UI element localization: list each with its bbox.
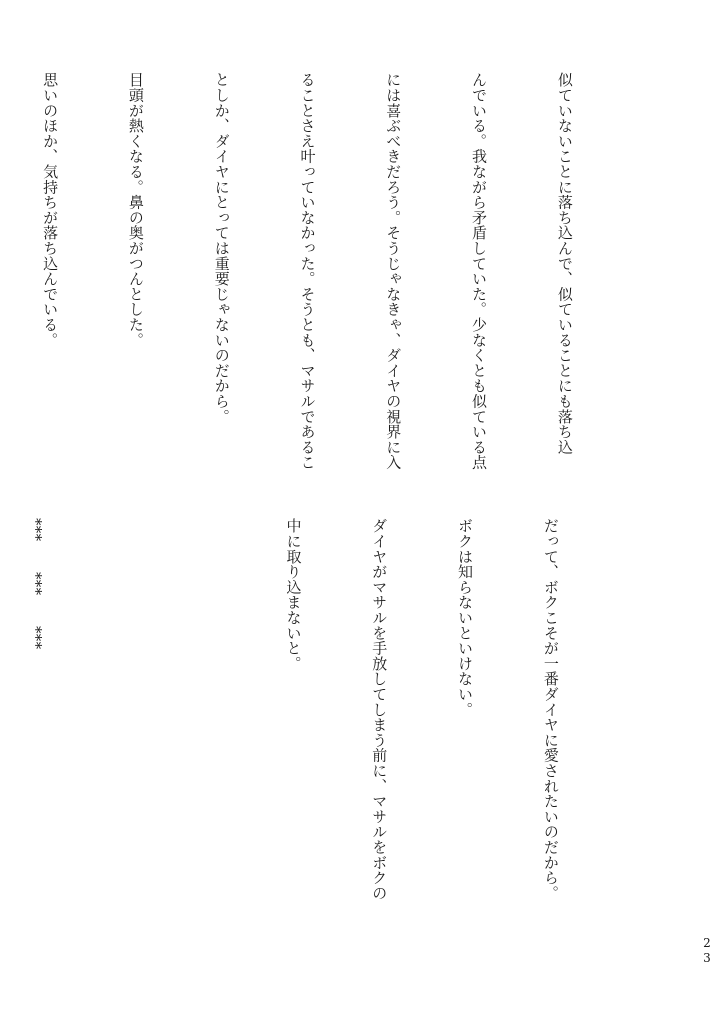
text-line: ボクは知らないといけない。: [456, 518, 475, 717]
top-text-block: [41, 72, 636, 490]
text-line: 中に取り込まないと。: [284, 518, 303, 671]
text-line: 目頭が熱くなる。鼻の奥がつんとした。: [126, 72, 145, 348]
text-line: [193, 518, 222, 938]
text-line: としか、ダイヤにとっては重要じゃないのだから。: [212, 72, 231, 424]
text-line: 似ていないことに落ち込んで、似ていることにも落ち込: [555, 72, 574, 455]
scene-break: *** *** ***: [27, 518, 46, 650]
page-number: 23: [700, 936, 714, 966]
bottom-text-block: [27, 518, 622, 938]
text-line: [107, 518, 136, 938]
text-line: だって、ボクこそが一番ダイヤに愛されたいのだから。: [541, 518, 560, 901]
text-line: んでいる。我ながら矛盾していた。少なくとも似ている点: [470, 72, 489, 470]
text-line: ることさえ叶っていなかった。そうとも、マサルであるこ: [298, 72, 317, 470]
text-line: には喜ぶべきだろう。そうじゃなきゃ、ダイヤの視界に入: [384, 72, 403, 470]
text-line: 思いのほか、気持ちが落ち込んでいる。: [41, 72, 60, 348]
text-line: ダイヤがマサルを手放してしまう前に、マサルをボクの: [370, 518, 389, 901]
